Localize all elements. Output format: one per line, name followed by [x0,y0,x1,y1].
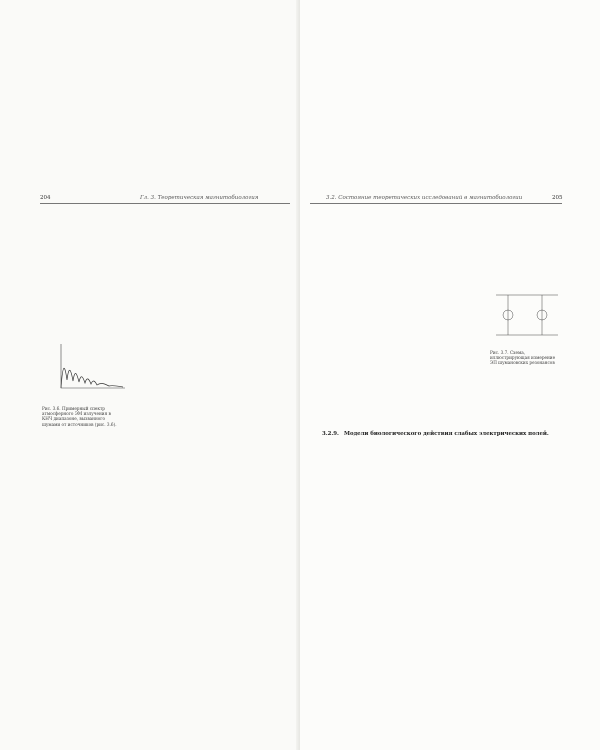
measurement-scheme-figure [490,285,564,345]
section-number: 3.2.9. [322,431,339,437]
right-running-head: 3.2. Состояние теоретических исследований в магнитобиологии [326,195,523,201]
right-head-rule [310,203,562,204]
section-title: Модели биологического действия слабых электрических полей. [344,431,549,437]
right-page-number: 205 [552,195,563,201]
left-page-number: 204 [40,195,51,201]
figure-3-7-caption: Рис. 3.7. Схема, иллюстрирующая измерение ЭП шумановских резонансов [490,350,556,366]
left-running-head: Гл. 3. Теоретическая магнитобиология [140,195,259,201]
right-page [300,0,600,750]
figure-3-6-caption: Рис. 3.6. Примерный спектр атмосферного ЭМ излучения в КНЧ диапазоне, вызванного шумами от источников (рис. 3.6). [42,406,117,427]
left-head-rule [40,203,290,204]
atmospheric-spectrum-figure [55,340,127,396]
